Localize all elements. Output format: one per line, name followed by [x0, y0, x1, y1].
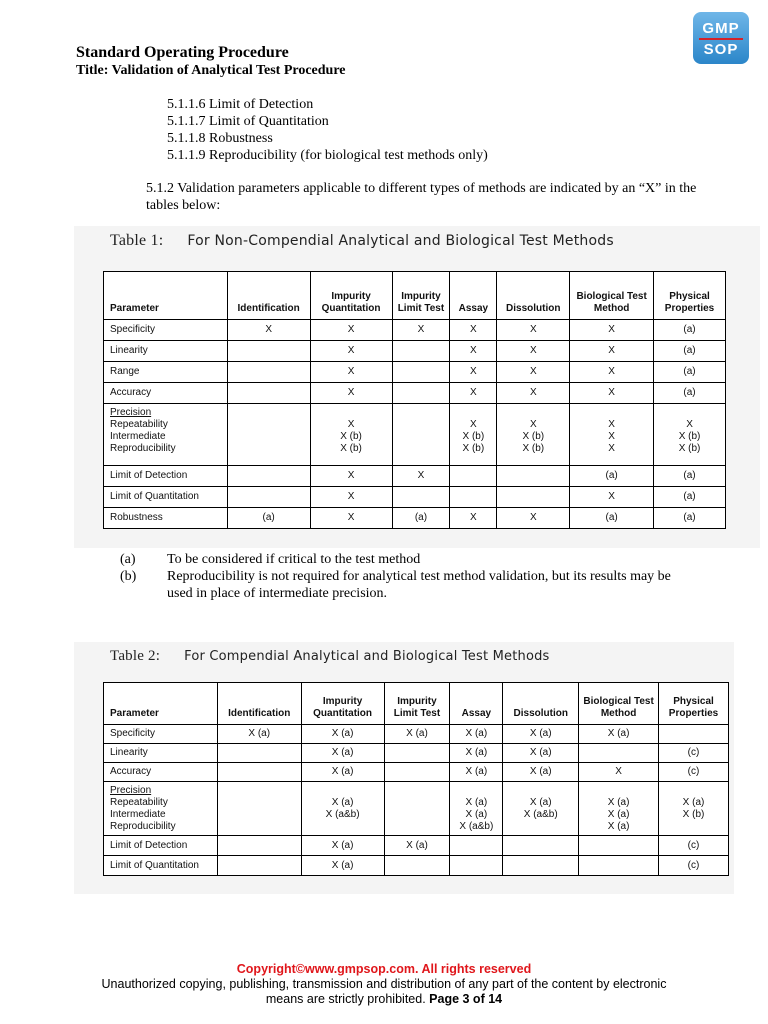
footer-line: Unauthorized copying, publishing, transmission and distribution of any part of the content by electronic: [101, 977, 667, 991]
column-header: Identification: [227, 272, 310, 320]
column-header: Physical Properties: [654, 272, 726, 320]
table-cell: [659, 725, 729, 744]
table-cell: [392, 487, 450, 508]
table-row-precision: [104, 782, 729, 836]
column-header: Impurity Limit Test: [384, 683, 450, 725]
precision-value: X (b): [678, 443, 701, 454]
table-cell: [217, 744, 301, 763]
table-cell: [659, 782, 729, 836]
footnote-label: (b): [120, 569, 137, 584]
table-cell: X: [450, 320, 497, 341]
precision-sub-label: Reproducibility: [110, 821, 176, 832]
table-cell: (a): [227, 508, 310, 529]
row-label: Limit of Quantitation: [104, 856, 218, 876]
table-cell: X: [570, 487, 654, 508]
precision-value: X: [608, 419, 615, 430]
list-item: 5.1.1.9 Reproducibility (for biological test methods only): [167, 148, 488, 163]
table1-header-row: [104, 272, 726, 320]
table-row: [104, 836, 729, 856]
table-cell: X: [497, 320, 570, 341]
table-cell: (c): [659, 836, 729, 856]
table-cell: X: [570, 362, 654, 383]
table-cell: X (a): [450, 725, 503, 744]
table-cell: X: [450, 362, 497, 383]
precision-heading: Precision: [110, 785, 152, 796]
table-cell: [579, 836, 659, 856]
footnote-label: (a): [120, 552, 136, 567]
table-cell: [392, 404, 450, 466]
table-row: [104, 856, 729, 876]
table-cell: X (a): [384, 725, 450, 744]
table-row: [104, 725, 729, 744]
row-label: Linearity: [104, 744, 218, 763]
table-cell: [384, 763, 450, 782]
document-subtitle: Title: Validation of Analytical Test Procedure: [76, 63, 346, 78]
table-cell: [227, 404, 310, 466]
column-header: Impurity Quantitation: [301, 683, 384, 725]
table1-caption: [110, 232, 614, 250]
table-cell: X (a): [503, 744, 579, 763]
table-cell: [579, 744, 659, 763]
column-header: Biological Test Method: [570, 272, 654, 320]
table-cell: [301, 782, 384, 836]
table-row: [104, 487, 726, 508]
precision-sub-label: Intermediate: [110, 809, 166, 820]
table-cell: [227, 362, 310, 383]
table-cell: X: [450, 383, 497, 404]
row-label: Accuracy: [104, 383, 228, 404]
table-cell: [384, 782, 450, 836]
table-cell: [450, 856, 503, 876]
gmpsop-logo: [693, 12, 749, 64]
table-cell: X: [450, 508, 497, 529]
table-cell: X (a): [217, 725, 301, 744]
precision-sub-label: Repeatability: [110, 797, 168, 808]
table-row: [104, 341, 726, 362]
precision-value: X: [347, 419, 355, 430]
column-header: Parameter: [104, 683, 218, 725]
table-cell: X: [497, 508, 570, 529]
table-cell: (a): [654, 320, 726, 341]
logo-line2: SOP: [703, 41, 739, 58]
table-cell: X (a): [301, 856, 384, 876]
table-cell: (a): [654, 362, 726, 383]
table-cell: X: [310, 341, 392, 362]
table-cell: X: [570, 383, 654, 404]
precision-value: X (a): [465, 797, 488, 808]
row-label: Robustness: [104, 508, 228, 529]
table-row: [104, 383, 726, 404]
precision-value: X (b): [522, 431, 545, 442]
precision-value: X (a): [331, 797, 354, 808]
row-label: Specificity: [104, 320, 228, 341]
precision-value: X: [686, 419, 693, 430]
table-cell: [570, 404, 654, 466]
table-cell: [654, 404, 726, 466]
logo-line1: GMP: [702, 20, 740, 37]
precision-value: X (b): [678, 431, 701, 442]
precision-value: X (a&b): [325, 809, 360, 820]
row-label: Range: [104, 362, 228, 383]
table-cell: (a): [654, 341, 726, 362]
table2: [103, 682, 729, 876]
precision-value: X (b): [682, 809, 705, 820]
copyright-notice: Copyright©www.gmpsop.com. All rights reserved: [236, 962, 532, 976]
row-label: [104, 404, 228, 466]
footnote: [120, 551, 687, 568]
precision-value: X (a): [607, 797, 630, 808]
table-cell: X (a): [301, 836, 384, 856]
table-cell: [227, 383, 310, 404]
table2-label: Table 2:: [110, 648, 161, 664]
table-cell: [384, 856, 450, 876]
table1-label: Table 1:: [110, 232, 164, 249]
column-header: Physical Properties: [659, 683, 729, 725]
table-cell: [497, 487, 570, 508]
footnotes: [120, 551, 687, 602]
table-cell: [450, 466, 497, 487]
column-header: Assay: [450, 683, 503, 725]
row-label: Specificity: [104, 725, 218, 744]
footer-line: means are strictly prohibited.: [265, 992, 426, 1006]
table-cell: [497, 404, 570, 466]
table-cell: [227, 466, 310, 487]
table-cell: X: [310, 383, 392, 404]
precision-sub-label: Intermediate: [110, 431, 166, 442]
table-cell: (a): [654, 466, 726, 487]
table-cell: X: [570, 341, 654, 362]
table-cell: [503, 836, 579, 856]
table2-caption: [110, 648, 550, 665]
table-cell: (a): [392, 508, 450, 529]
precision-value: X (b): [522, 443, 545, 454]
list-item: 5.1.1.6 Limit of Detection: [167, 97, 314, 112]
row-label: Linearity: [104, 341, 228, 362]
table-cell: X: [310, 466, 392, 487]
table-row: [104, 362, 726, 383]
table-row-precision: [104, 404, 726, 466]
column-header: Assay: [450, 272, 497, 320]
table-cell: X: [310, 487, 392, 508]
row-label: Limit of Detection: [104, 466, 228, 487]
intro-paragraph: 5.1.2 Validation parameters applicable to different types of methods are indicated by an “X” in the tables below:: [146, 181, 697, 213]
table-row: [104, 744, 729, 763]
precision-sub-label: Reproducibility: [110, 443, 176, 454]
table-cell: X: [310, 508, 392, 529]
table1: [103, 271, 726, 529]
table-row: [104, 320, 726, 341]
precision-value: X: [470, 419, 477, 430]
table-cell: X (a): [450, 744, 503, 763]
table-cell: (a): [654, 508, 726, 529]
table-cell: X: [497, 362, 570, 383]
row-label: [104, 782, 218, 836]
table-cell: [579, 782, 659, 836]
table-cell: [503, 782, 579, 836]
precision-sub-label: Repeatability: [110, 419, 168, 430]
table-cell: X: [227, 320, 310, 341]
table-cell: (c): [659, 856, 729, 876]
precision-value: X (a): [607, 821, 630, 832]
precision-value: X (a&b): [523, 809, 558, 820]
precision-value: X (b): [462, 431, 485, 442]
table-cell: X (a): [384, 836, 450, 856]
table-cell: X (a): [301, 763, 384, 782]
precision-value: X (a&b): [459, 821, 494, 832]
table-cell: [217, 782, 301, 836]
table-cell: X: [392, 320, 450, 341]
precision-value: X: [608, 431, 615, 442]
table-cell: (a): [570, 508, 654, 529]
table-cell: (c): [659, 763, 729, 782]
table-cell: [450, 782, 503, 836]
table-cell: (a): [654, 487, 726, 508]
precision-value: X (b): [340, 431, 362, 442]
table-cell: X: [579, 763, 659, 782]
table-cell: X (a): [450, 763, 503, 782]
table-cell: X: [497, 341, 570, 362]
table-cell: [217, 836, 301, 856]
table-cell: [227, 341, 310, 362]
row-label: Accuracy: [104, 763, 218, 782]
table-cell: [392, 341, 450, 362]
precision-value: X: [608, 443, 615, 454]
table-cell: X (a): [579, 725, 659, 744]
footnote-text: Reproducibility is not required for analytical test method validation, but its results may be used in place of intermediate precision.: [167, 569, 671, 601]
precision-value: X: [529, 419, 537, 430]
row-label: Limit of Quantitation: [104, 487, 228, 508]
table-cell: [217, 763, 301, 782]
table-row: [104, 508, 726, 529]
list-item: 5.1.1.7 Limit of Quantitation: [167, 114, 329, 129]
table-cell: [450, 487, 497, 508]
table-cell: (c): [659, 744, 729, 763]
table-cell: X: [450, 341, 497, 362]
column-header: Biological Test Method: [579, 683, 659, 725]
table-cell: X (a): [301, 744, 384, 763]
table2-header-row: [104, 683, 729, 725]
footnote-text: To be considered if critical to the test method: [167, 552, 421, 567]
precision-heading: Precision: [110, 407, 152, 418]
page-number: Page 3 of 14: [429, 992, 503, 1006]
column-header: Parameter: [104, 272, 228, 320]
table-cell: [450, 404, 497, 466]
table-cell: [579, 856, 659, 876]
table1-caption-text: For Non-Compendial Analytical and Biological Test Methods: [187, 233, 614, 249]
precision-value: X (a): [682, 797, 705, 808]
column-header: Dissolution: [497, 272, 570, 320]
table-cell: [450, 836, 503, 856]
column-header: Identification: [217, 683, 301, 725]
document-title: Standard Operating Procedure: [76, 44, 289, 61]
precision-value: X (a): [607, 809, 630, 820]
table-cell: (a): [570, 466, 654, 487]
row-label: Limit of Detection: [104, 836, 218, 856]
table-cell: [310, 404, 392, 466]
table-cell: [384, 744, 450, 763]
footer: [0, 962, 768, 1007]
table-cell: (a): [654, 383, 726, 404]
column-header: Impurity Limit Test: [392, 272, 450, 320]
footnote: [120, 568, 687, 602]
column-header: Impurity Quantitation: [310, 272, 392, 320]
table-cell: X (a): [301, 725, 384, 744]
table-cell: [503, 856, 579, 876]
table-cell: [497, 466, 570, 487]
precision-value: X (a): [465, 809, 488, 820]
table-cell: [392, 362, 450, 383]
column-header: Dissolution: [503, 683, 579, 725]
precision-value: X (a): [529, 797, 552, 808]
table-row: [104, 763, 729, 782]
table-cell: [217, 856, 301, 876]
table-cell: X (a): [503, 763, 579, 782]
list-item: 5.1.1.8 Robustness: [167, 131, 273, 146]
table-cell: [392, 383, 450, 404]
table-cell: X: [392, 466, 450, 487]
table2-caption-text: For Compendial Analytical and Biological Test Methods: [184, 649, 550, 664]
table-cell: X: [310, 362, 392, 383]
table-cell: X: [310, 320, 392, 341]
precision-value: X (b): [340, 443, 362, 454]
table-cell: X: [497, 383, 570, 404]
table-cell: [227, 487, 310, 508]
precision-value: X (b): [462, 443, 485, 454]
subsection-list: [167, 96, 488, 164]
table-cell: X (a): [503, 725, 579, 744]
table-row: [104, 466, 726, 487]
table-cell: X: [570, 320, 654, 341]
